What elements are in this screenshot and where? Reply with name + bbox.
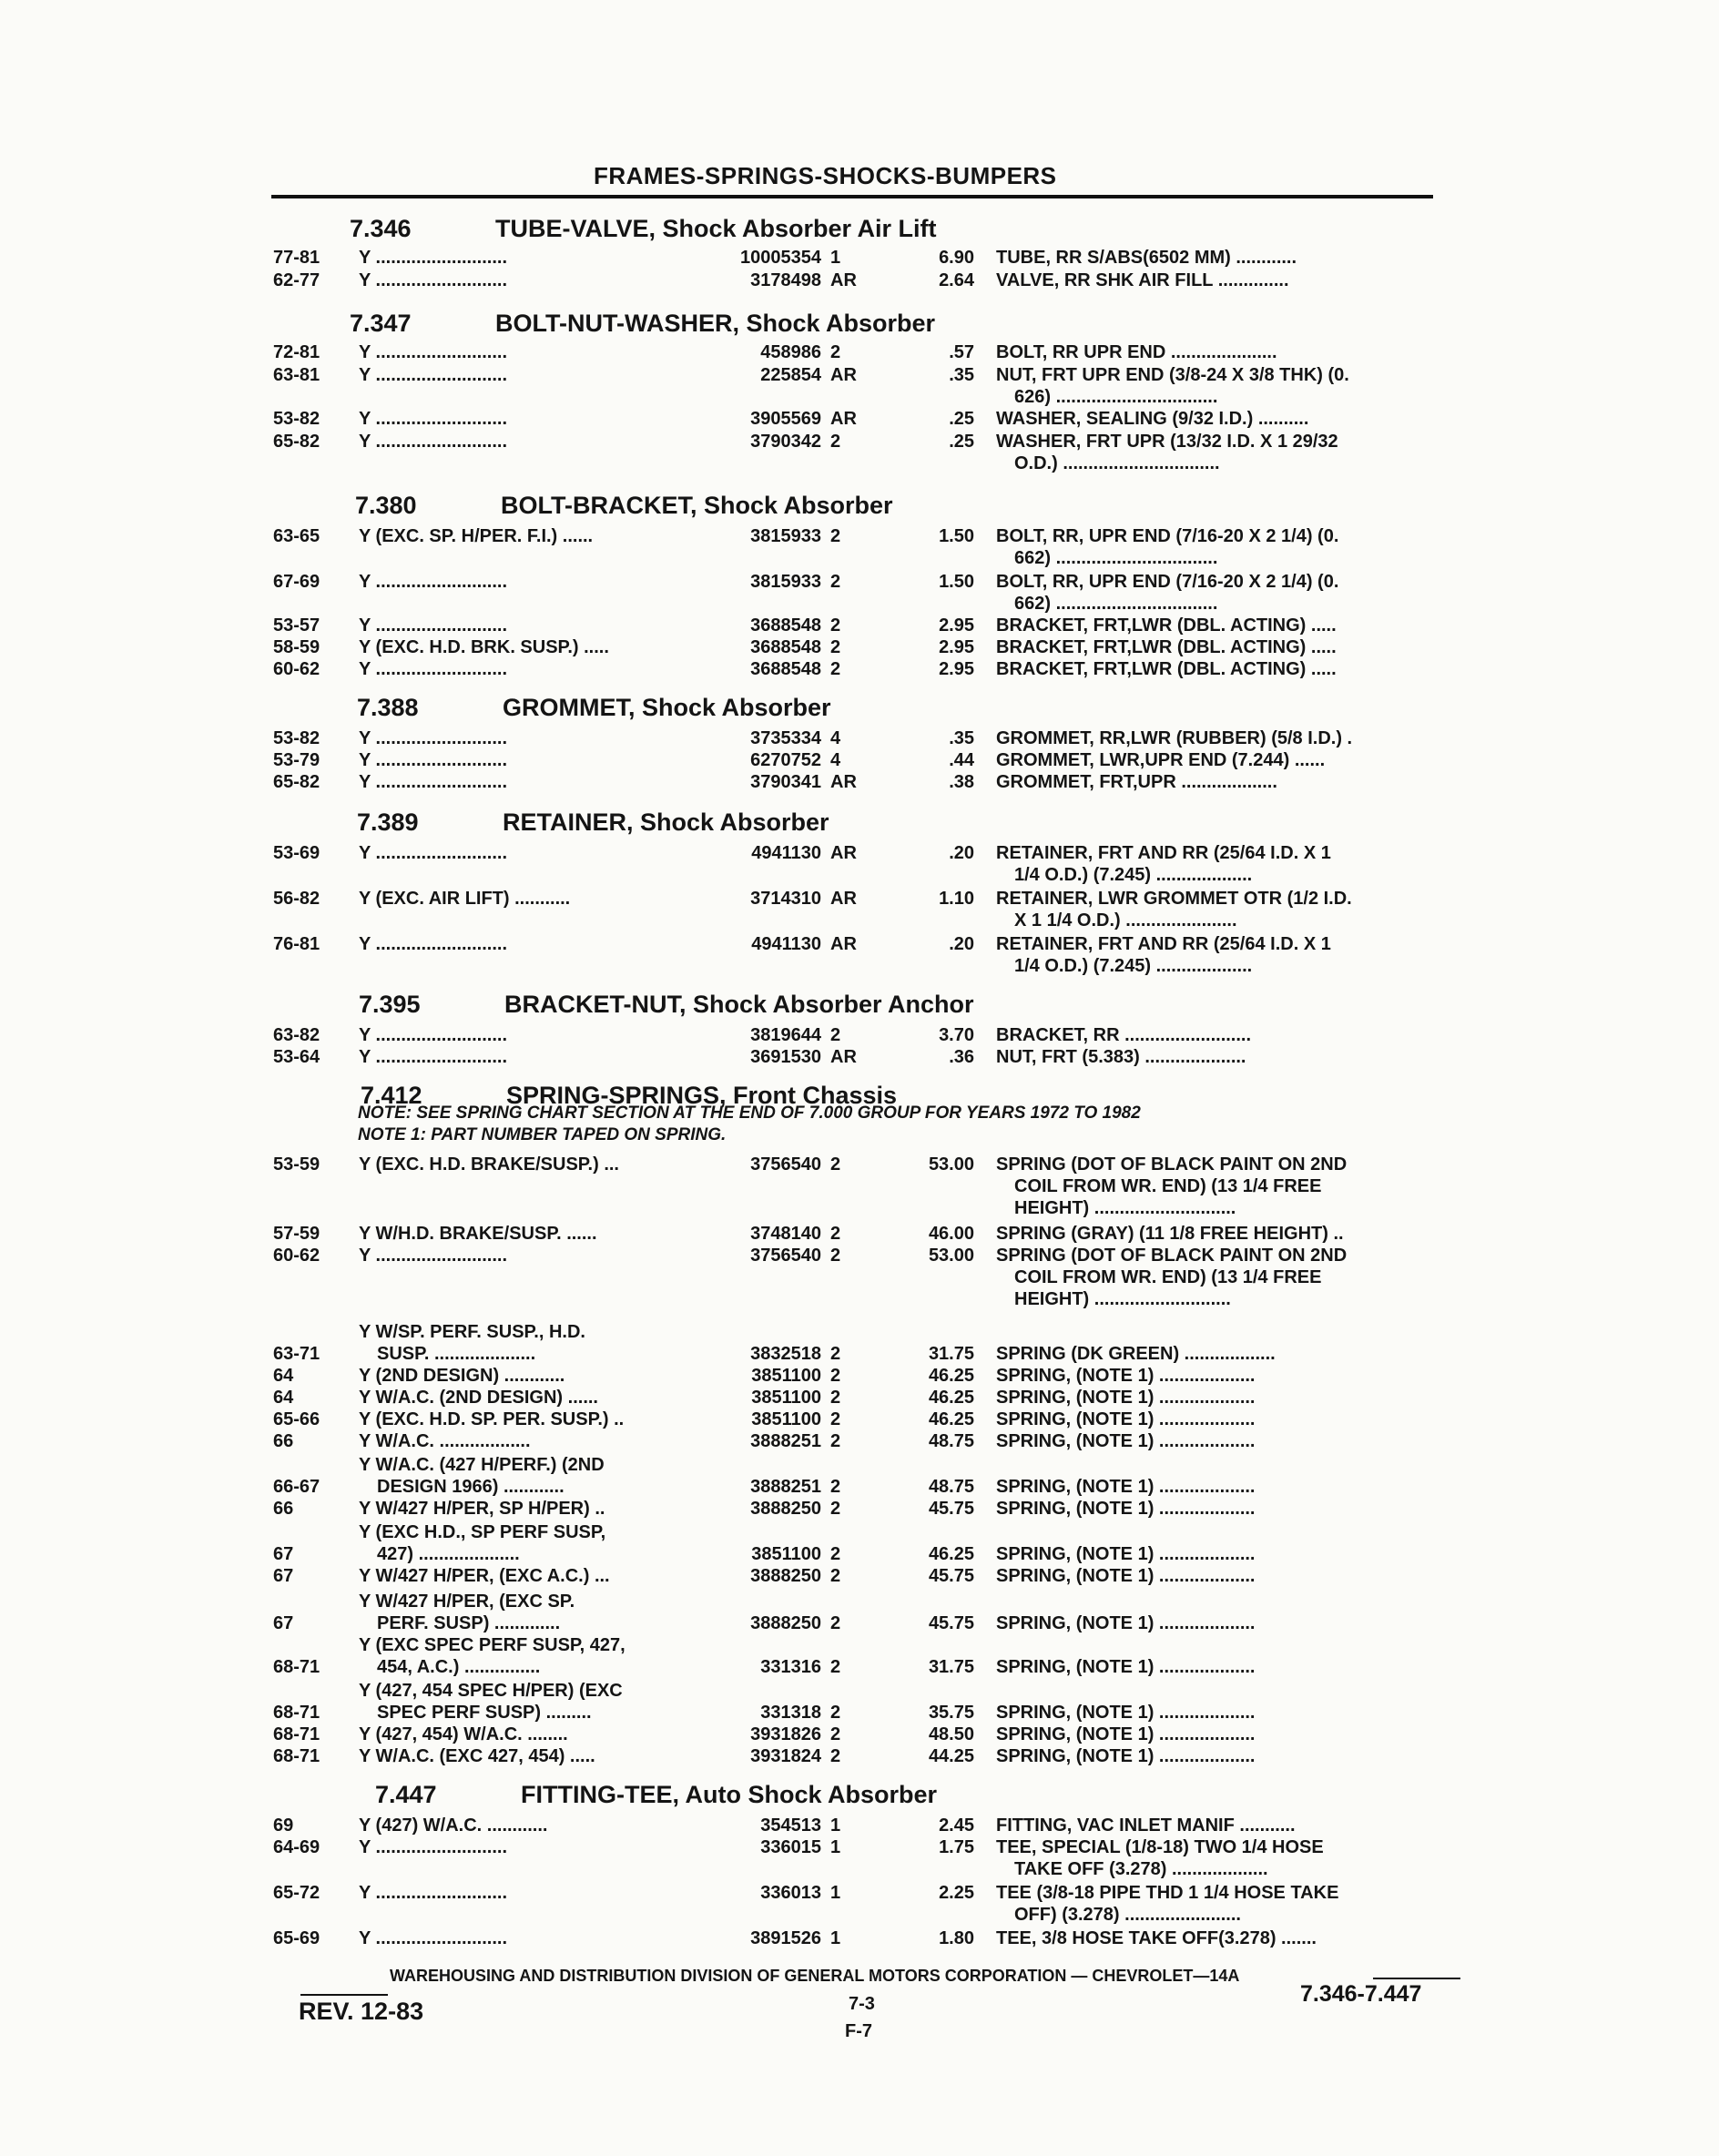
price: 1.10 xyxy=(939,889,974,909)
model-years: 72-81 xyxy=(273,342,320,362)
application: Y (EXC. AIR LIFT) ........... xyxy=(359,889,571,909)
section-number: 7.346 xyxy=(350,215,412,242)
model-years: 67-69 xyxy=(273,572,320,592)
application: Y (EXC SPEC PERF SUSP, 427, xyxy=(359,1635,626,1655)
description-continued: X 1 1/4 O.D.) ...................... xyxy=(1014,910,1237,931)
description: SPRING, (NOTE 1) ................... xyxy=(996,1657,1256,1677)
price: .35 xyxy=(949,728,974,748)
quantity: 1 xyxy=(830,1928,841,1948)
footer-rule-left xyxy=(300,1994,388,1996)
price: .35 xyxy=(949,365,974,385)
application: Y .......................... xyxy=(359,1928,508,1948)
price: 45.75 xyxy=(928,1499,974,1519)
part-number: 331318 xyxy=(760,1703,821,1723)
application: Y W/A.C. (EXC 427, 454) ..... xyxy=(359,1746,595,1766)
description: TUBE, RR S/ABS(6502 MM) ............ xyxy=(996,248,1297,268)
quantity: 2 xyxy=(830,1499,841,1519)
application: Y .......................... xyxy=(359,365,508,385)
section-number: 7.412 xyxy=(361,1082,422,1109)
quantity: AR xyxy=(830,843,857,863)
model-years: 66 xyxy=(273,1499,294,1519)
footer-revision: REV. 12-83 xyxy=(299,1998,424,2025)
quantity: 4 xyxy=(830,728,841,748)
part-number: 3756540 xyxy=(750,1154,821,1175)
quantity: 4 xyxy=(830,750,841,770)
application: Y (2ND DESIGN) ............ xyxy=(359,1366,565,1386)
quantity: 2 xyxy=(830,1154,841,1175)
model-years: 67 xyxy=(273,1544,294,1564)
description: SPRING (GRAY) (11 1/8 FREE HEIGHT) .. xyxy=(996,1224,1344,1244)
description: NUT, FRT (5.383) .................... xyxy=(996,1047,1246,1067)
section-title: TUBE-VALVE, Shock Absorber Air Lift xyxy=(495,215,937,242)
model-years: 53-64 xyxy=(273,1047,320,1067)
section-number: 7.389 xyxy=(357,808,419,836)
section-number: 7.347 xyxy=(350,310,412,337)
quantity: AR xyxy=(830,934,857,954)
description-continued: 662) ................................ xyxy=(1014,594,1218,614)
application-continued: PERF. SUSP) ............. xyxy=(377,1613,561,1633)
part-number: 3688548 xyxy=(750,659,821,679)
spring-note-1: NOTE 1: PART NUMBER TAPED ON SPRING. xyxy=(358,1125,727,1144)
price: 6.90 xyxy=(939,248,974,268)
description-continued: COIL FROM WR. END) (13 1/4 FREE xyxy=(1014,1176,1322,1196)
description: WASHER, FRT UPR (13/32 I.D. X 1 29/32 xyxy=(996,432,1338,452)
model-years: 63-82 xyxy=(273,1025,320,1045)
price: 45.75 xyxy=(928,1566,974,1586)
model-years: 68-71 xyxy=(273,1703,320,1723)
description: SPRING, (NOTE 1) ................... xyxy=(996,1388,1256,1408)
application: Y (EXC. H.D. BRAKE/SUSP.) ... xyxy=(359,1154,619,1175)
price: 2.45 xyxy=(939,1815,974,1836)
application: Y W/427 H/PER, (EXC SP. xyxy=(359,1592,575,1612)
application-continued: SUSP. .................... xyxy=(377,1344,536,1364)
application: Y .......................... xyxy=(359,750,508,770)
quantity: 2 xyxy=(830,432,841,452)
quantity: 2 xyxy=(830,1544,841,1564)
description: RETAINER, FRT AND RR (25/64 I.D. X 1 xyxy=(996,843,1331,863)
application: Y .......................... xyxy=(359,432,508,452)
section-number: 7.380 xyxy=(355,492,417,519)
application: Y W/A.C. .................. xyxy=(359,1431,531,1451)
description: BOLT, RR, UPR END (7/16-20 X 2 1/4) (0. xyxy=(996,572,1339,592)
description: BOLT, RR, UPR END (7/16-20 X 2 1/4) (0. xyxy=(996,526,1339,546)
model-years: 76-81 xyxy=(273,934,320,954)
application: Y .......................... xyxy=(359,342,508,362)
application: Y .......................... xyxy=(359,270,508,290)
quantity: 2 xyxy=(830,1657,841,1677)
model-years: 68-71 xyxy=(273,1657,320,1677)
price: .44 xyxy=(949,750,974,770)
part-number: 3888250 xyxy=(750,1499,821,1519)
part-number: 3888250 xyxy=(750,1566,821,1586)
part-number: 3905569 xyxy=(750,409,821,429)
application-continued: DESIGN 1966) ............ xyxy=(377,1477,565,1497)
description: SPRING, (NOTE 1) ................... xyxy=(996,1613,1256,1633)
description-continued: HEIGHT) ........................... xyxy=(1014,1289,1231,1309)
model-years: 58-59 xyxy=(273,637,320,657)
model-years: 53-82 xyxy=(273,409,320,429)
part-number: 3178498 xyxy=(750,270,821,290)
price: 44.25 xyxy=(928,1746,974,1766)
model-years: 64-69 xyxy=(273,1837,320,1857)
price: 31.75 xyxy=(928,1344,974,1364)
quantity: AR xyxy=(830,270,857,290)
footer-rule-right xyxy=(1373,1978,1460,1979)
part-number: 225854 xyxy=(760,365,821,385)
quantity: 1 xyxy=(830,248,841,268)
description-continued: 1/4 O.D.) (7.245) ................... xyxy=(1014,956,1253,976)
quantity: 1 xyxy=(830,1837,841,1857)
footer-page-code: F-7 xyxy=(845,2021,872,2041)
price: 1.50 xyxy=(939,526,974,546)
quantity: 2 xyxy=(830,1613,841,1633)
section-title: GROMMET, Shock Absorber xyxy=(503,694,831,721)
quantity: AR xyxy=(830,889,857,909)
quantity: 1 xyxy=(830,1815,841,1836)
price: 2.64 xyxy=(939,270,974,290)
quantity: 2 xyxy=(830,1409,841,1429)
price: 48.50 xyxy=(928,1724,974,1744)
quantity: 2 xyxy=(830,1246,841,1266)
quantity: 2 xyxy=(830,342,841,362)
application: Y .......................... xyxy=(359,843,508,863)
description: RETAINER, FRT AND RR (25/64 I.D. X 1 xyxy=(996,934,1331,954)
model-years: 63-65 xyxy=(273,526,320,546)
part-number: 3735334 xyxy=(750,728,821,748)
price: .20 xyxy=(949,843,974,863)
part-number: 4941130 xyxy=(751,934,821,954)
application: Y (EXC H.D., SP PERF SUSP, xyxy=(359,1522,606,1542)
model-years: 60-62 xyxy=(273,1246,320,1266)
description-continued: 1/4 O.D.) (7.245) ................... xyxy=(1014,865,1253,885)
part-number: 3931824 xyxy=(750,1746,821,1766)
part-number: 3819644 xyxy=(750,1025,821,1045)
description: SPRING, (NOTE 1) ................... xyxy=(996,1409,1256,1429)
description-continued: COIL FROM WR. END) (13 1/4 FREE xyxy=(1014,1267,1322,1287)
application: Y .......................... xyxy=(359,772,508,792)
quantity: 2 xyxy=(830,1724,841,1744)
section-title: FITTING-TEE, Auto Shock Absorber xyxy=(521,1781,938,1808)
application: Y W/A.C. (2ND DESIGN) ...... xyxy=(359,1388,598,1408)
part-number: 331316 xyxy=(760,1657,821,1677)
application: Y W/427 H/PER, (EXC A.C.) ... xyxy=(359,1566,610,1586)
part-number: 3748140 xyxy=(750,1224,821,1244)
model-years: 56-82 xyxy=(273,889,320,909)
model-years: 63-81 xyxy=(273,365,320,385)
application: Y .......................... xyxy=(359,1883,508,1903)
price: 2.25 xyxy=(939,1883,974,1903)
model-years: 53-82 xyxy=(273,728,320,748)
application: Y (EXC. H.D. SP. PER. SUSP.) .. xyxy=(359,1409,625,1429)
model-years: 65-82 xyxy=(273,772,320,792)
model-years: 65-72 xyxy=(273,1883,320,1903)
price: 3.70 xyxy=(939,1025,974,1045)
application: Y .......................... xyxy=(359,728,508,748)
application: Y .......................... xyxy=(359,1837,508,1857)
section-number: 7.447 xyxy=(375,1781,437,1808)
quantity: 2 xyxy=(830,659,841,679)
part-number: 3815933 xyxy=(750,572,821,592)
price: 46.00 xyxy=(928,1224,974,1244)
description: WASHER, SEALING (9/32 I.D.) .......... xyxy=(996,409,1309,429)
part-number: 3688548 xyxy=(750,615,821,636)
price: .20 xyxy=(949,934,974,954)
section-title: BOLT-BRACKET, Shock Absorber xyxy=(501,492,893,519)
spring-chart-note: NOTE: SEE SPRING CHART SECTION AT THE END OF 7.000 GROUP FOR YEARS 1972 TO 1982 xyxy=(358,1103,1141,1123)
price: 35.75 xyxy=(928,1703,974,1723)
section-title: BRACKET-NUT, Shock Absorber Anchor xyxy=(504,991,974,1018)
price: 46.25 xyxy=(928,1366,974,1386)
part-number: 354513 xyxy=(760,1815,821,1836)
description: TEE, SPECIAL (1/8-18) TWO 1/4 HOSE xyxy=(996,1837,1324,1857)
model-years: 62-77 xyxy=(273,270,320,290)
description: BOLT, RR UPR END ..................... xyxy=(996,342,1277,362)
model-years: 67 xyxy=(273,1566,294,1586)
description: RETAINER, LWR GROMMET OTR (1/2 I.D. xyxy=(996,889,1352,909)
model-years: 64 xyxy=(273,1366,294,1386)
price: 1.80 xyxy=(939,1928,974,1948)
part-number: 3851100 xyxy=(751,1409,821,1429)
description: SPRING, (NOTE 1) ................... xyxy=(996,1703,1256,1723)
price: .25 xyxy=(949,432,974,452)
description: GROMMET, RR,LWR (RUBBER) (5/8 I.D.) . xyxy=(996,728,1353,748)
model-years: 68-71 xyxy=(273,1724,320,1744)
application: Y .......................... xyxy=(359,1246,508,1266)
description: BRACKET, RR ......................... xyxy=(996,1025,1252,1045)
quantity: 2 xyxy=(830,1224,841,1244)
description-continued: OFF) (3.278) ....................... xyxy=(1014,1905,1241,1925)
model-years: 77-81 xyxy=(273,248,320,268)
quantity: AR xyxy=(830,409,857,429)
header-rule xyxy=(271,195,1433,198)
price: 31.75 xyxy=(928,1657,974,1677)
description-continued: HEIGHT) ............................ xyxy=(1014,1198,1236,1218)
description: TEE (3/8-18 PIPE THD 1 1/4 HOSE TAKE xyxy=(996,1883,1339,1903)
model-years: 68-71 xyxy=(273,1746,320,1766)
part-number: 336015 xyxy=(760,1837,821,1857)
model-years: 65-69 xyxy=(273,1928,320,1948)
description: BRACKET, FRT,LWR (DBL. ACTING) ..... xyxy=(996,615,1337,636)
quantity: 2 xyxy=(830,637,841,657)
price: .57 xyxy=(949,342,974,362)
quantity: 2 xyxy=(830,526,841,546)
description: SPRING, (NOTE 1) ................... xyxy=(996,1499,1256,1519)
application: Y .......................... xyxy=(359,934,508,954)
part-number: 3790342 xyxy=(750,432,821,452)
price: 45.75 xyxy=(928,1613,974,1633)
price: 46.25 xyxy=(928,1388,974,1408)
description: SPRING, (NOTE 1) ................... xyxy=(996,1366,1256,1386)
section-title: RETAINER, Shock Absorber xyxy=(503,808,829,836)
model-years: 53-79 xyxy=(273,750,320,770)
price: .36 xyxy=(949,1047,974,1067)
application: Y (EXC. H.D. BRK. SUSP.) ..... xyxy=(359,637,609,657)
description: TEE, 3/8 HOSE TAKE OFF(3.278) ....... xyxy=(996,1928,1317,1948)
description: NUT, FRT UPR END (3/8-24 X 3/8 THK) (0. xyxy=(996,365,1349,385)
section-number: 7.388 xyxy=(357,694,419,721)
quantity: 2 xyxy=(830,615,841,636)
description: SPRING (DOT OF BLACK PAINT ON 2ND xyxy=(996,1154,1348,1175)
part-number: 3756540 xyxy=(750,1246,821,1266)
model-years: 57-59 xyxy=(273,1224,320,1244)
application: Y .......................... xyxy=(359,659,508,679)
quantity: 2 xyxy=(830,1025,841,1045)
price: 2.95 xyxy=(939,615,974,636)
price: 2.95 xyxy=(939,659,974,679)
quantity: AR xyxy=(830,1047,857,1067)
model-years: 69 xyxy=(273,1815,294,1836)
quantity: 2 xyxy=(830,1703,841,1723)
description-continued: O.D.) ............................... xyxy=(1014,453,1220,473)
description: BRACKET, FRT,LWR (DBL. ACTING) ..... xyxy=(996,637,1337,657)
description: SPRING, (NOTE 1) ................... xyxy=(996,1724,1256,1744)
price: .25 xyxy=(949,409,974,429)
quantity: 2 xyxy=(830,572,841,592)
application: Y .......................... xyxy=(359,1025,508,1045)
part-number: 3931826 xyxy=(750,1724,821,1744)
quantity: 2 xyxy=(830,1746,841,1766)
model-years: 53-57 xyxy=(273,615,320,636)
quantity: 2 xyxy=(830,1477,841,1497)
application-continued: 427) .................... xyxy=(377,1544,520,1564)
description: BRACKET, FRT,LWR (DBL. ACTING) ..... xyxy=(996,659,1337,679)
price: 2.95 xyxy=(939,637,974,657)
model-years: 67 xyxy=(273,1613,294,1633)
section-number: 7.395 xyxy=(359,991,421,1018)
quantity: AR xyxy=(830,772,857,792)
part-number: 458986 xyxy=(760,342,821,362)
description: GROMMET, FRT,UPR ................... xyxy=(996,772,1277,792)
description-continued: TAKE OFF (3.278) ................... xyxy=(1014,1859,1268,1879)
application: Y .......................... xyxy=(359,409,508,429)
application: Y W/SP. PERF. SUSP., H.D. xyxy=(359,1322,585,1342)
price: .38 xyxy=(949,772,974,792)
description: SPRING (DOT OF BLACK PAINT ON 2ND xyxy=(996,1246,1348,1266)
description: SPRING, (NOTE 1) ................... xyxy=(996,1431,1256,1451)
description: FITTING, VAC INLET MANIF ........... xyxy=(996,1815,1296,1836)
model-years: 53-59 xyxy=(273,1154,320,1175)
price: 1.75 xyxy=(939,1837,974,1857)
description: SPRING, (NOTE 1) ................... xyxy=(996,1746,1256,1766)
model-years: 60-62 xyxy=(273,659,320,679)
footer-page-number: 7-3 xyxy=(849,1994,875,2014)
page-header: FRAMES-SPRINGS-SHOCKS-BUMPERS xyxy=(594,162,1057,189)
application: Y (427) W/A.C. ............ xyxy=(359,1815,548,1836)
description: GROMMET, LWR,UPR END (7.244) ...... xyxy=(996,750,1326,770)
application: Y .......................... xyxy=(359,248,508,268)
application: Y .......................... xyxy=(359,615,508,636)
model-years: 63-71 xyxy=(273,1344,320,1364)
quantity: 2 xyxy=(830,1366,841,1386)
section-title: BOLT-NUT-WASHER, Shock Absorber xyxy=(495,310,936,337)
price: 53.00 xyxy=(928,1154,974,1175)
price: 46.25 xyxy=(928,1544,974,1564)
part-number: 3888251 xyxy=(750,1431,821,1451)
application: Y W/427 H/PER, SP H/PER) .. xyxy=(359,1499,605,1519)
quantity: 2 xyxy=(830,1388,841,1408)
quantity: 2 xyxy=(830,1566,841,1586)
price: 53.00 xyxy=(928,1246,974,1266)
part-number: 3851100 xyxy=(751,1544,821,1564)
quantity: AR xyxy=(830,365,857,385)
model-years: 66-67 xyxy=(273,1477,320,1497)
application-continued: SPEC PERF SUSP) ......... xyxy=(377,1703,592,1723)
application: Y .......................... xyxy=(359,572,508,592)
description: SPRING (DK GREEN) .................. xyxy=(996,1344,1276,1364)
application: Y .......................... xyxy=(359,1047,508,1067)
model-years: 65-82 xyxy=(273,432,320,452)
part-number: 336013 xyxy=(760,1883,821,1903)
section-title: SPRING-SPRINGS, Front Chassis xyxy=(506,1082,898,1109)
model-years: 65-66 xyxy=(273,1409,320,1429)
application: Y W/A.C. (427 H/PERF.) (2ND xyxy=(359,1455,605,1475)
quantity: 1 xyxy=(830,1883,841,1903)
part-number: 10005354 xyxy=(740,248,821,268)
part-number: 3888251 xyxy=(750,1477,821,1497)
part-number: 3891526 xyxy=(750,1928,821,1948)
price: 48.75 xyxy=(928,1477,974,1497)
part-number: 3691530 xyxy=(750,1047,821,1067)
application: Y (427, 454 SPEC H/PER) (EXC xyxy=(359,1681,623,1701)
part-number: 3851100 xyxy=(751,1388,821,1408)
part-number: 3815933 xyxy=(750,526,821,546)
part-number: 3790341 xyxy=(750,772,821,792)
application: Y (EXC. SP. H/PER. F.I.) ...... xyxy=(359,526,594,546)
footer-division: WAREHOUSING AND DISTRIBUTION DIVISION OF GENERAL MOTORS CORPORATION — CHEVROLET—14A xyxy=(390,1967,1240,1985)
part-number: 3832518 xyxy=(750,1344,821,1364)
part-number: 3688548 xyxy=(750,637,821,657)
model-years: 66 xyxy=(273,1431,294,1451)
part-number: 4941130 xyxy=(751,843,821,863)
description: SPRING, (NOTE 1) ................... xyxy=(996,1544,1256,1564)
price: 1.50 xyxy=(939,572,974,592)
model-years: 64 xyxy=(273,1388,294,1408)
description: SPRING, (NOTE 1) ................... xyxy=(996,1566,1256,1586)
part-number: 3851100 xyxy=(751,1366,821,1386)
price: 48.75 xyxy=(928,1431,974,1451)
description-continued: 626) ................................ xyxy=(1014,387,1218,407)
part-number: 6270752 xyxy=(750,750,821,770)
application: Y W/H.D. BRAKE/SUSP. ...... xyxy=(359,1224,597,1244)
price: 46.25 xyxy=(928,1409,974,1429)
description: SPRING, (NOTE 1) ................... xyxy=(996,1477,1256,1497)
model-years: 53-69 xyxy=(273,843,320,863)
description: VALVE, RR SHK AIR FILL .............. xyxy=(996,270,1289,290)
footer-range: 7.346-7.447 xyxy=(1300,1981,1422,2007)
application: Y (427, 454) W/A.C. ........ xyxy=(359,1724,568,1744)
application-continued: 454, A.C.) ............... xyxy=(377,1657,541,1677)
part-number: 3888250 xyxy=(750,1613,821,1633)
quantity: 2 xyxy=(830,1431,841,1451)
quantity: 2 xyxy=(830,1344,841,1364)
part-number: 3714310 xyxy=(750,889,821,909)
description-continued: 662) ................................ xyxy=(1014,548,1218,568)
